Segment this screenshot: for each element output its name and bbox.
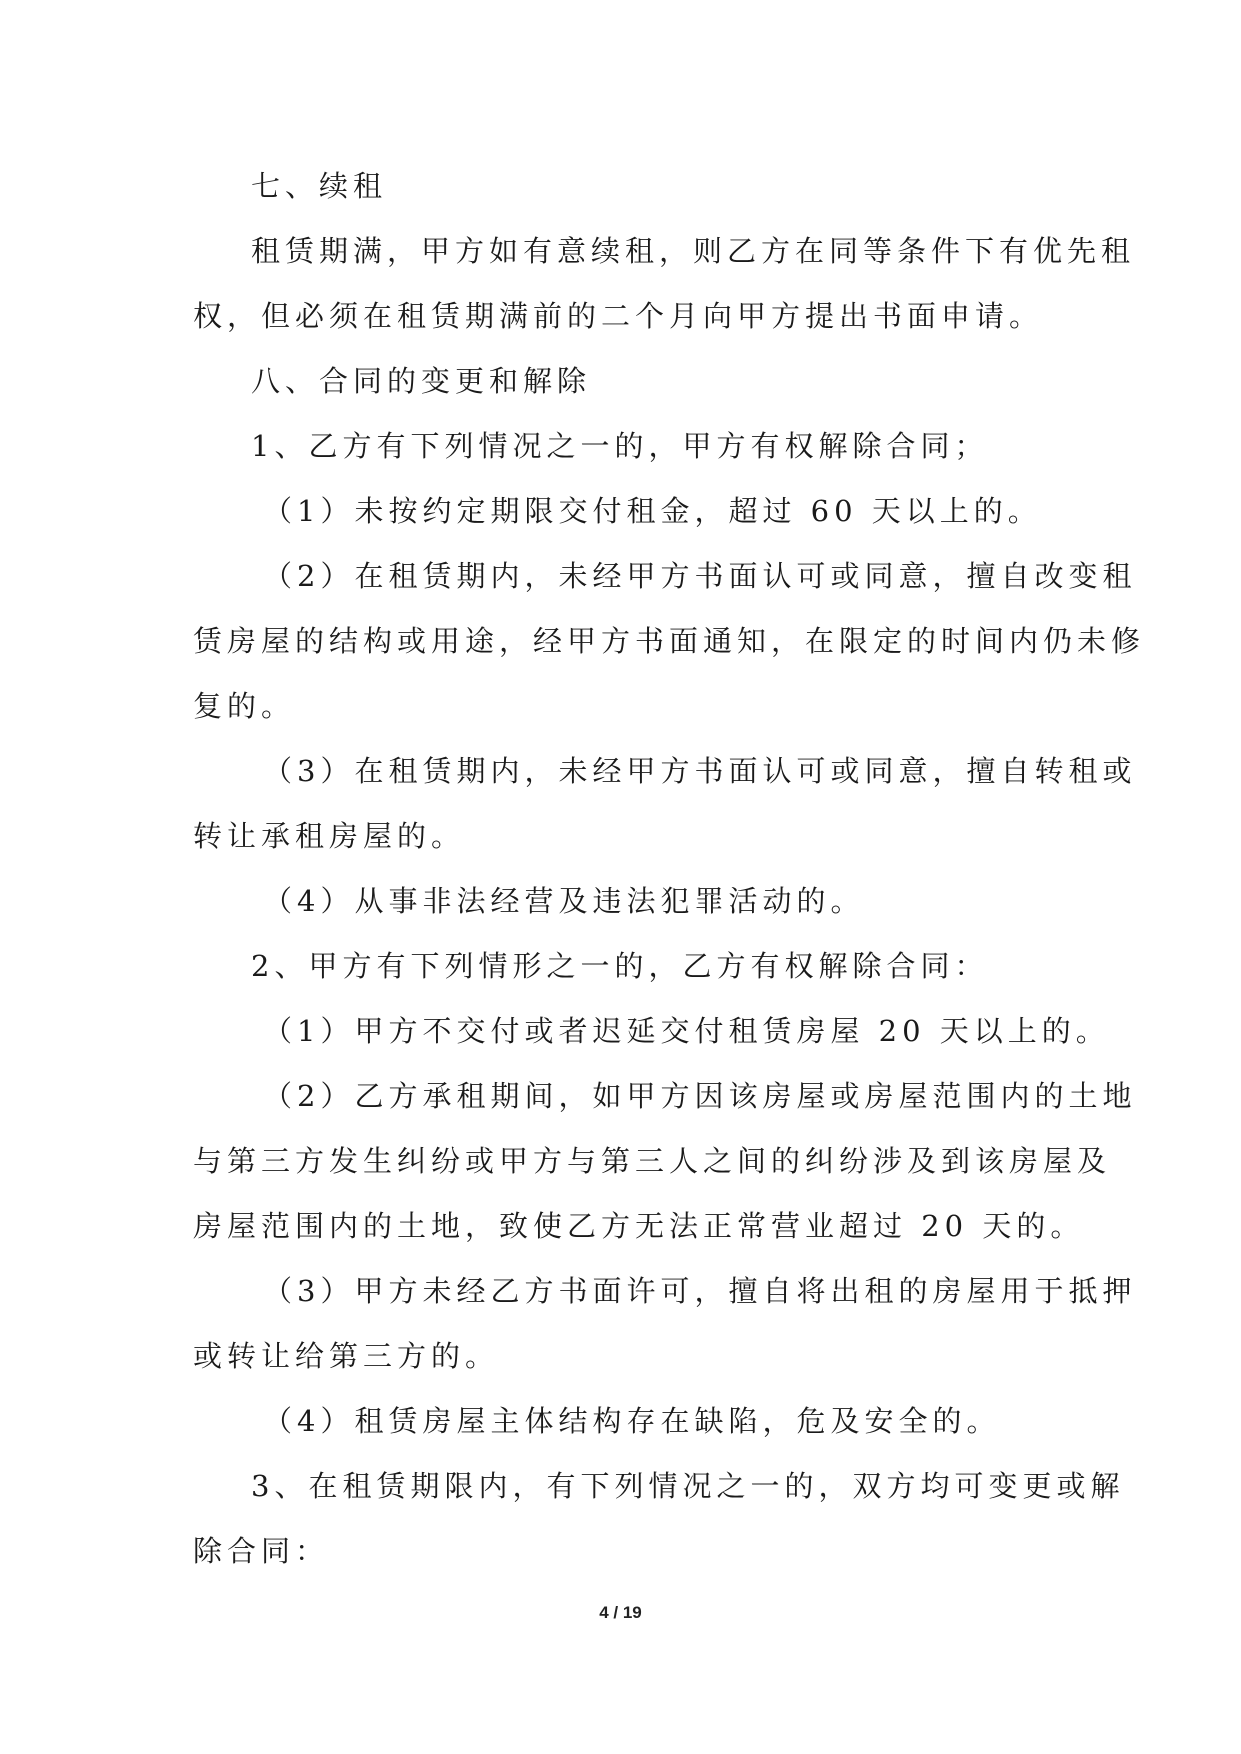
subclause-line: （3）甲方未经乙方书面许可，擅自将出租的房屋用于抵押	[263, 1274, 1137, 1308]
clause-line: 3、在租赁期限内，有下列情况之一的，双方均可变更或解	[251, 1469, 1125, 1503]
section-heading-renewal: 七、续租	[251, 169, 388, 203]
page-number: 4 / 19	[599, 1603, 642, 1622]
clause-line: 1、乙方有下列情况之一的，甲方有权解除合同；	[251, 429, 989, 463]
paragraph-line: 转让承租房屋的。	[193, 819, 466, 853]
paragraph-line: 与第三方发生纠纷或甲方与第三人之间的纠纷涉及到该房屋及	[193, 1144, 1112, 1178]
paragraph-line: 租赁期满，甲方如有意续租，则乙方在同等条件下有优先租	[251, 234, 1136, 268]
subclause-line: （2）乙方承租期间，如甲方因该房屋或房屋范围内的土地	[263, 1079, 1137, 1113]
subclause-line: （4）从事非法经营及违法犯罪活动的。	[263, 884, 865, 918]
paragraph-line: 或转让给第三方的。	[193, 1339, 500, 1373]
paragraph-line: 赁房屋的结构或用途，经甲方书面通知，在限定的时间内仍未修	[193, 624, 1146, 658]
clause-line: 2、甲方有下列情形之一的，乙方有权解除合同：	[251, 949, 989, 983]
subclause-line: （1）未按约定期限交付租金，超过 60 天以上的。	[263, 494, 1042, 528]
paragraph-line: 除合同：	[193, 1534, 330, 1568]
paragraph-line: 复的。	[193, 689, 296, 723]
subclause-line: （3）在租赁期内，未经甲方书面认可或同意，擅自转租或	[263, 754, 1137, 788]
paragraph-line: 权，但必须在租赁期满前的二个月向甲方提出书面申请。	[193, 299, 1044, 333]
paragraph-line: 房屋范围内的土地，致使乙方无法正常营业超过 20 天的。	[193, 1209, 1085, 1243]
section-heading-change-termination: 八、合同的变更和解除	[251, 364, 592, 398]
subclause-line: （1）甲方不交付或者迟延交付租赁房屋 20 天以上的。	[263, 1014, 1110, 1048]
subclause-line: （4）租赁房屋主体结构存在缺陷，危及安全的。	[263, 1404, 1001, 1438]
subclause-line: （2）在租赁期内，未经甲方书面认可或同意，擅自改变租	[263, 559, 1137, 593]
